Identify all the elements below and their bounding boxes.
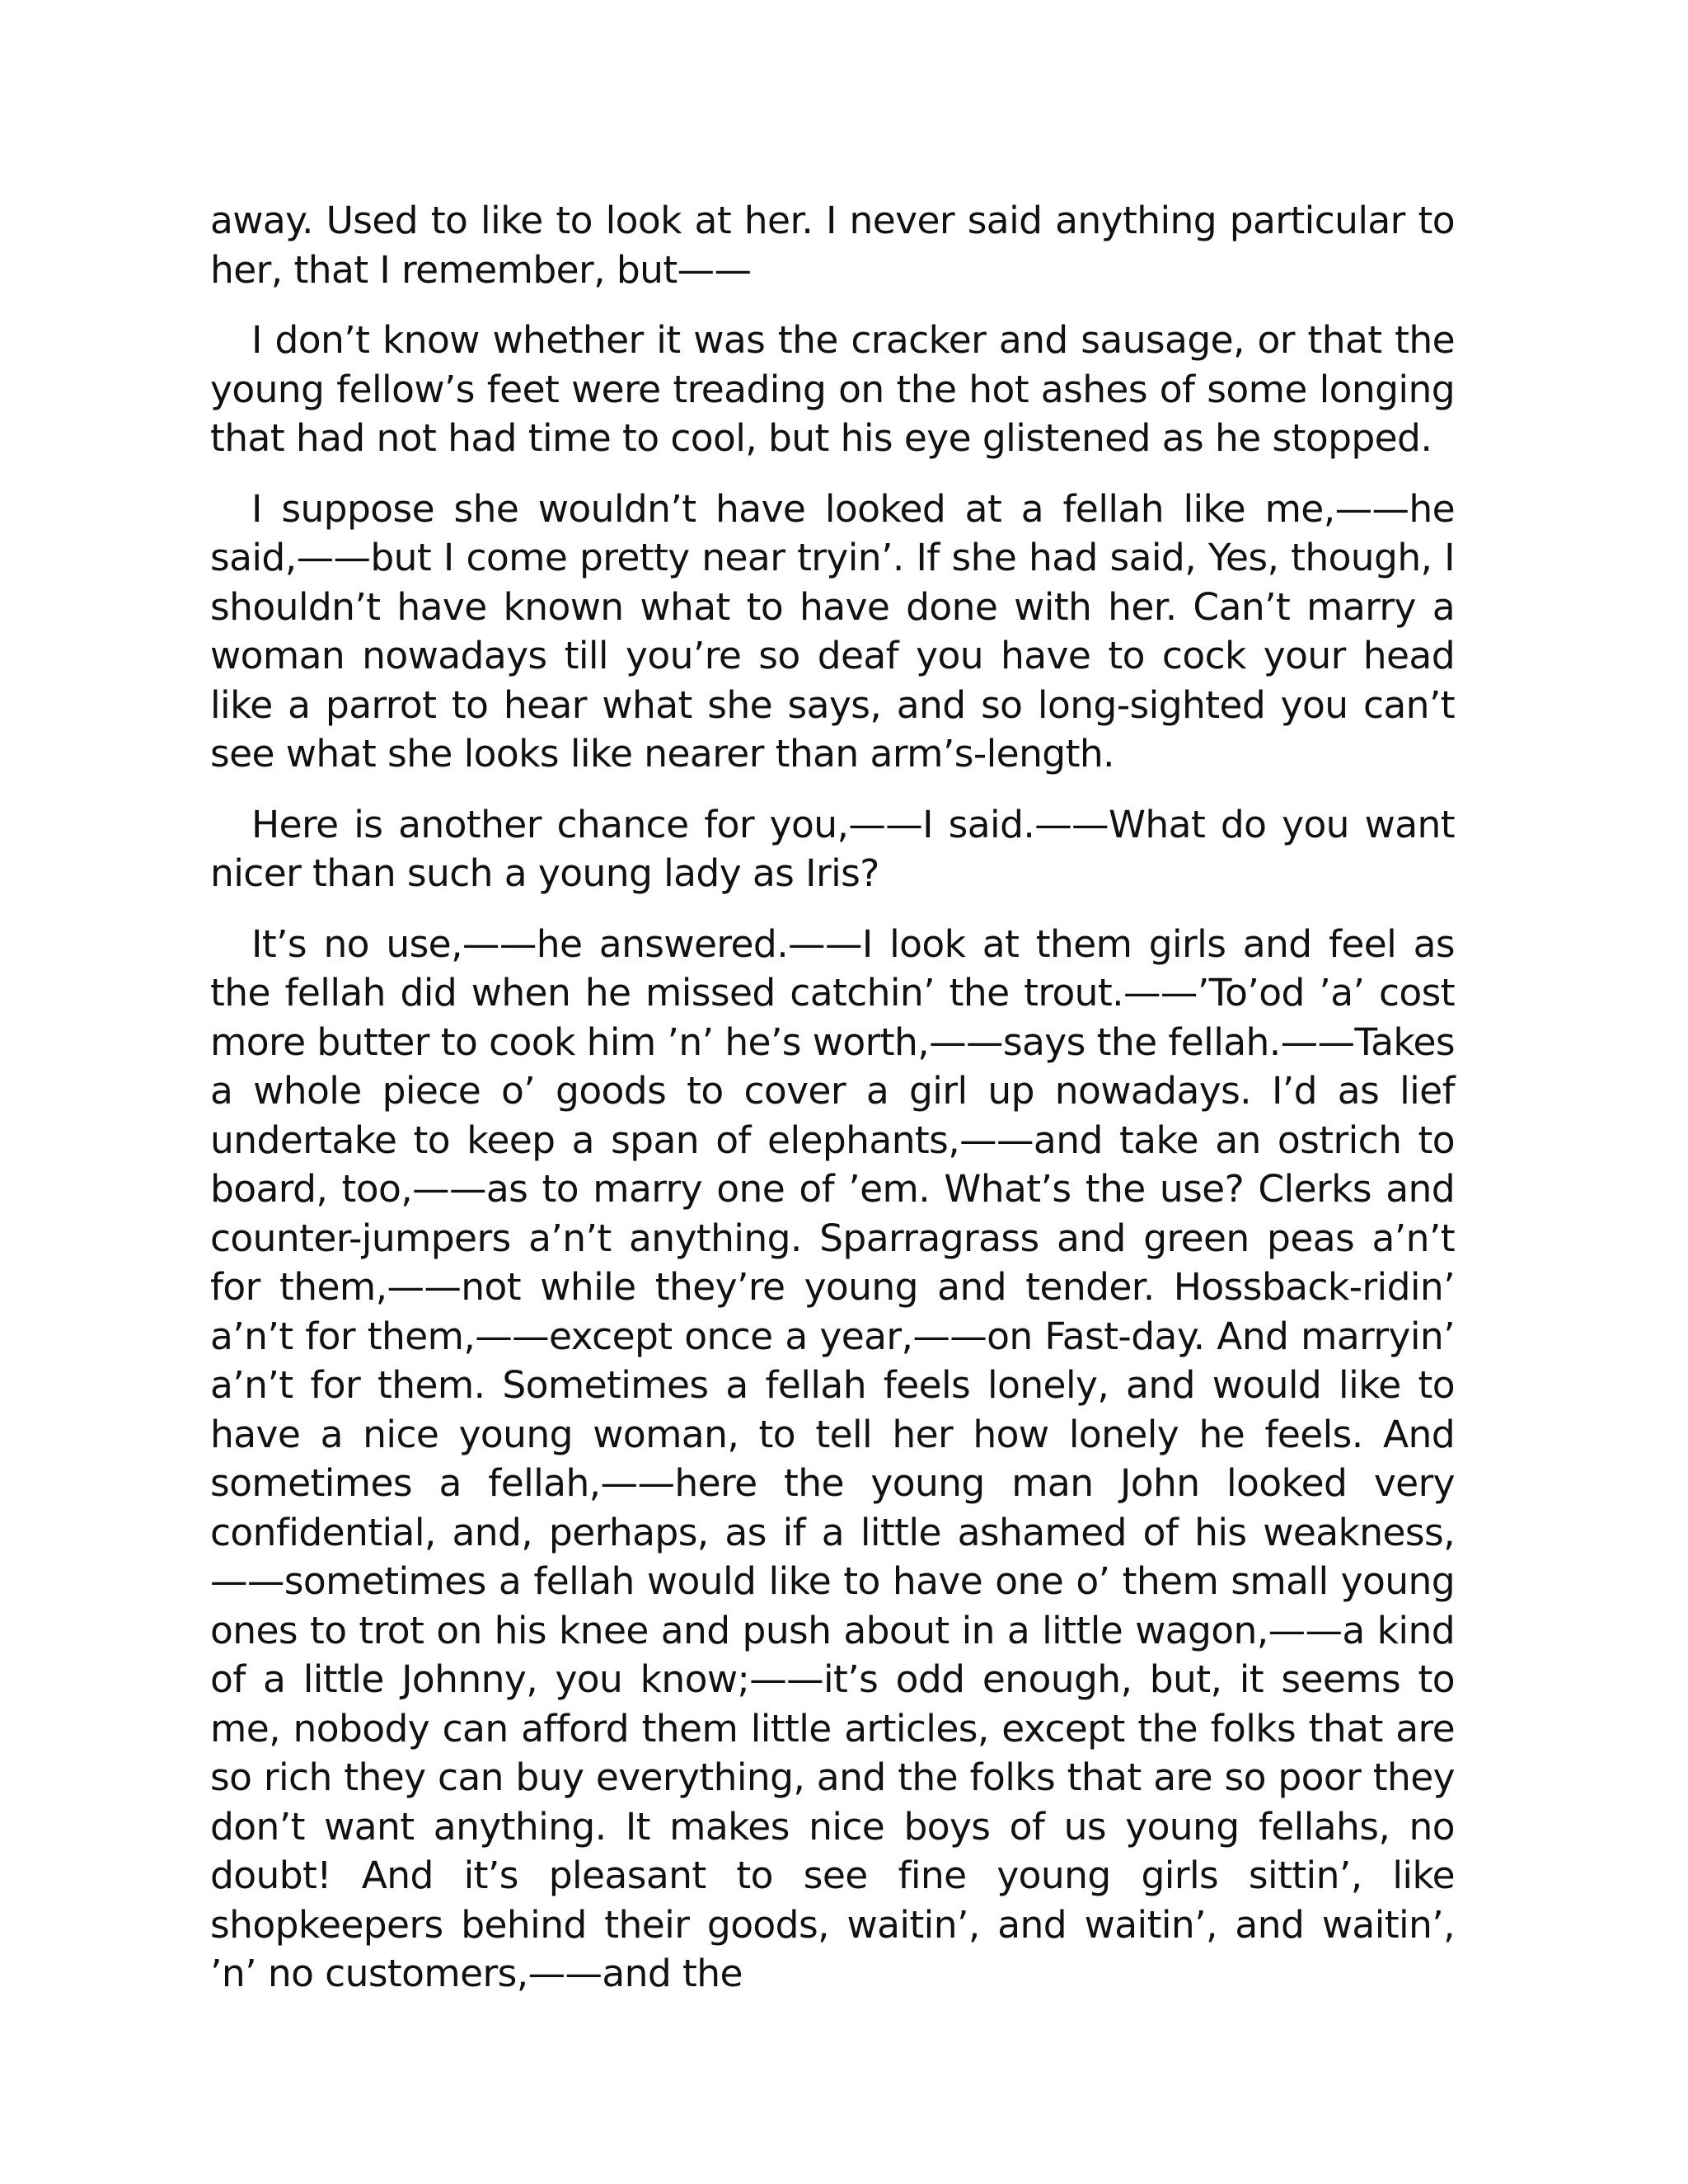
page-body — [210, 196, 1455, 2020]
paragraph-continued: away. Used to like to look at her. I never said anything particular to her, that I remember, but—— — [210, 199, 1455, 292]
paragraph: I suppose she wouldn’t have looked at a fellah like me,——he said,——but I come pretty near tryin’. If she had said, Yes, though, I shouldn’t have known what to have done with her. Can’t marry a woman nowadays till you’re so deaf you have to cock your head like a parrot to hear what she says, and so long-sighted you can’t see what she looks like nearer than arm’s-length. — [210, 486, 1455, 776]
paragraph: Here is another chance for you,——I said.——What do you want nicer than such a young lady as Iris? — [210, 802, 1455, 895]
paragraph: I don’t know whether it was the cracker and sausage, or that the young fellow’s feet were treading on the hot ashes of some longing that had not had time to cool, but his eye glistened as he stopped. — [210, 318, 1455, 460]
paragraph: It’s no use,——he answered.——I look at them girls and feel as the fellah did when he missed catchin’ the trout.——’To’od ’a’ cost more butter to cook him ’n’ he’s worth,——says the fellah.——Takes a whole piece o’ goods to cover a girl up nowadays. I’d as lief undertake to keep a span of elephants,——and take an ostrich to board, too,——as to marry one of ’em. What’s the use? Clerks and counter-jumpers a’n’t anything. Sparragrass and green peas a’n’t for them,——not while they’re young and tender. Hossback-ridin’ a’n’t for them,——except once a year,——on Fast-day. And marryin’ a’n’t for them. Sometimes a fellah feels lonely, and would like to have a nice young woman, to tell her how lonely he feels. And sometimes a fellah,——here the young man John looked very confidential, and, perhaps, as if a little ashamed of his weakness,——sometimes a fellah would like to have one o’ them small young ones to trot on his knee and push about in a little wagon,——a kind of a little Johnny, you know;——it’s odd enough, but, it seems to me, nobody can afford them little articles, except the folks that are so rich they can buy everything, and the folks that are so poor they don’t want anything. It makes nice boys of us young fellahs, no doubt! And it’s pleasant to see fine young girls sittin’, like shopkeepers behind their goods, waitin’, and waitin’, and waitin’, ’n’ no customers,——and the — [210, 921, 1455, 1995]
